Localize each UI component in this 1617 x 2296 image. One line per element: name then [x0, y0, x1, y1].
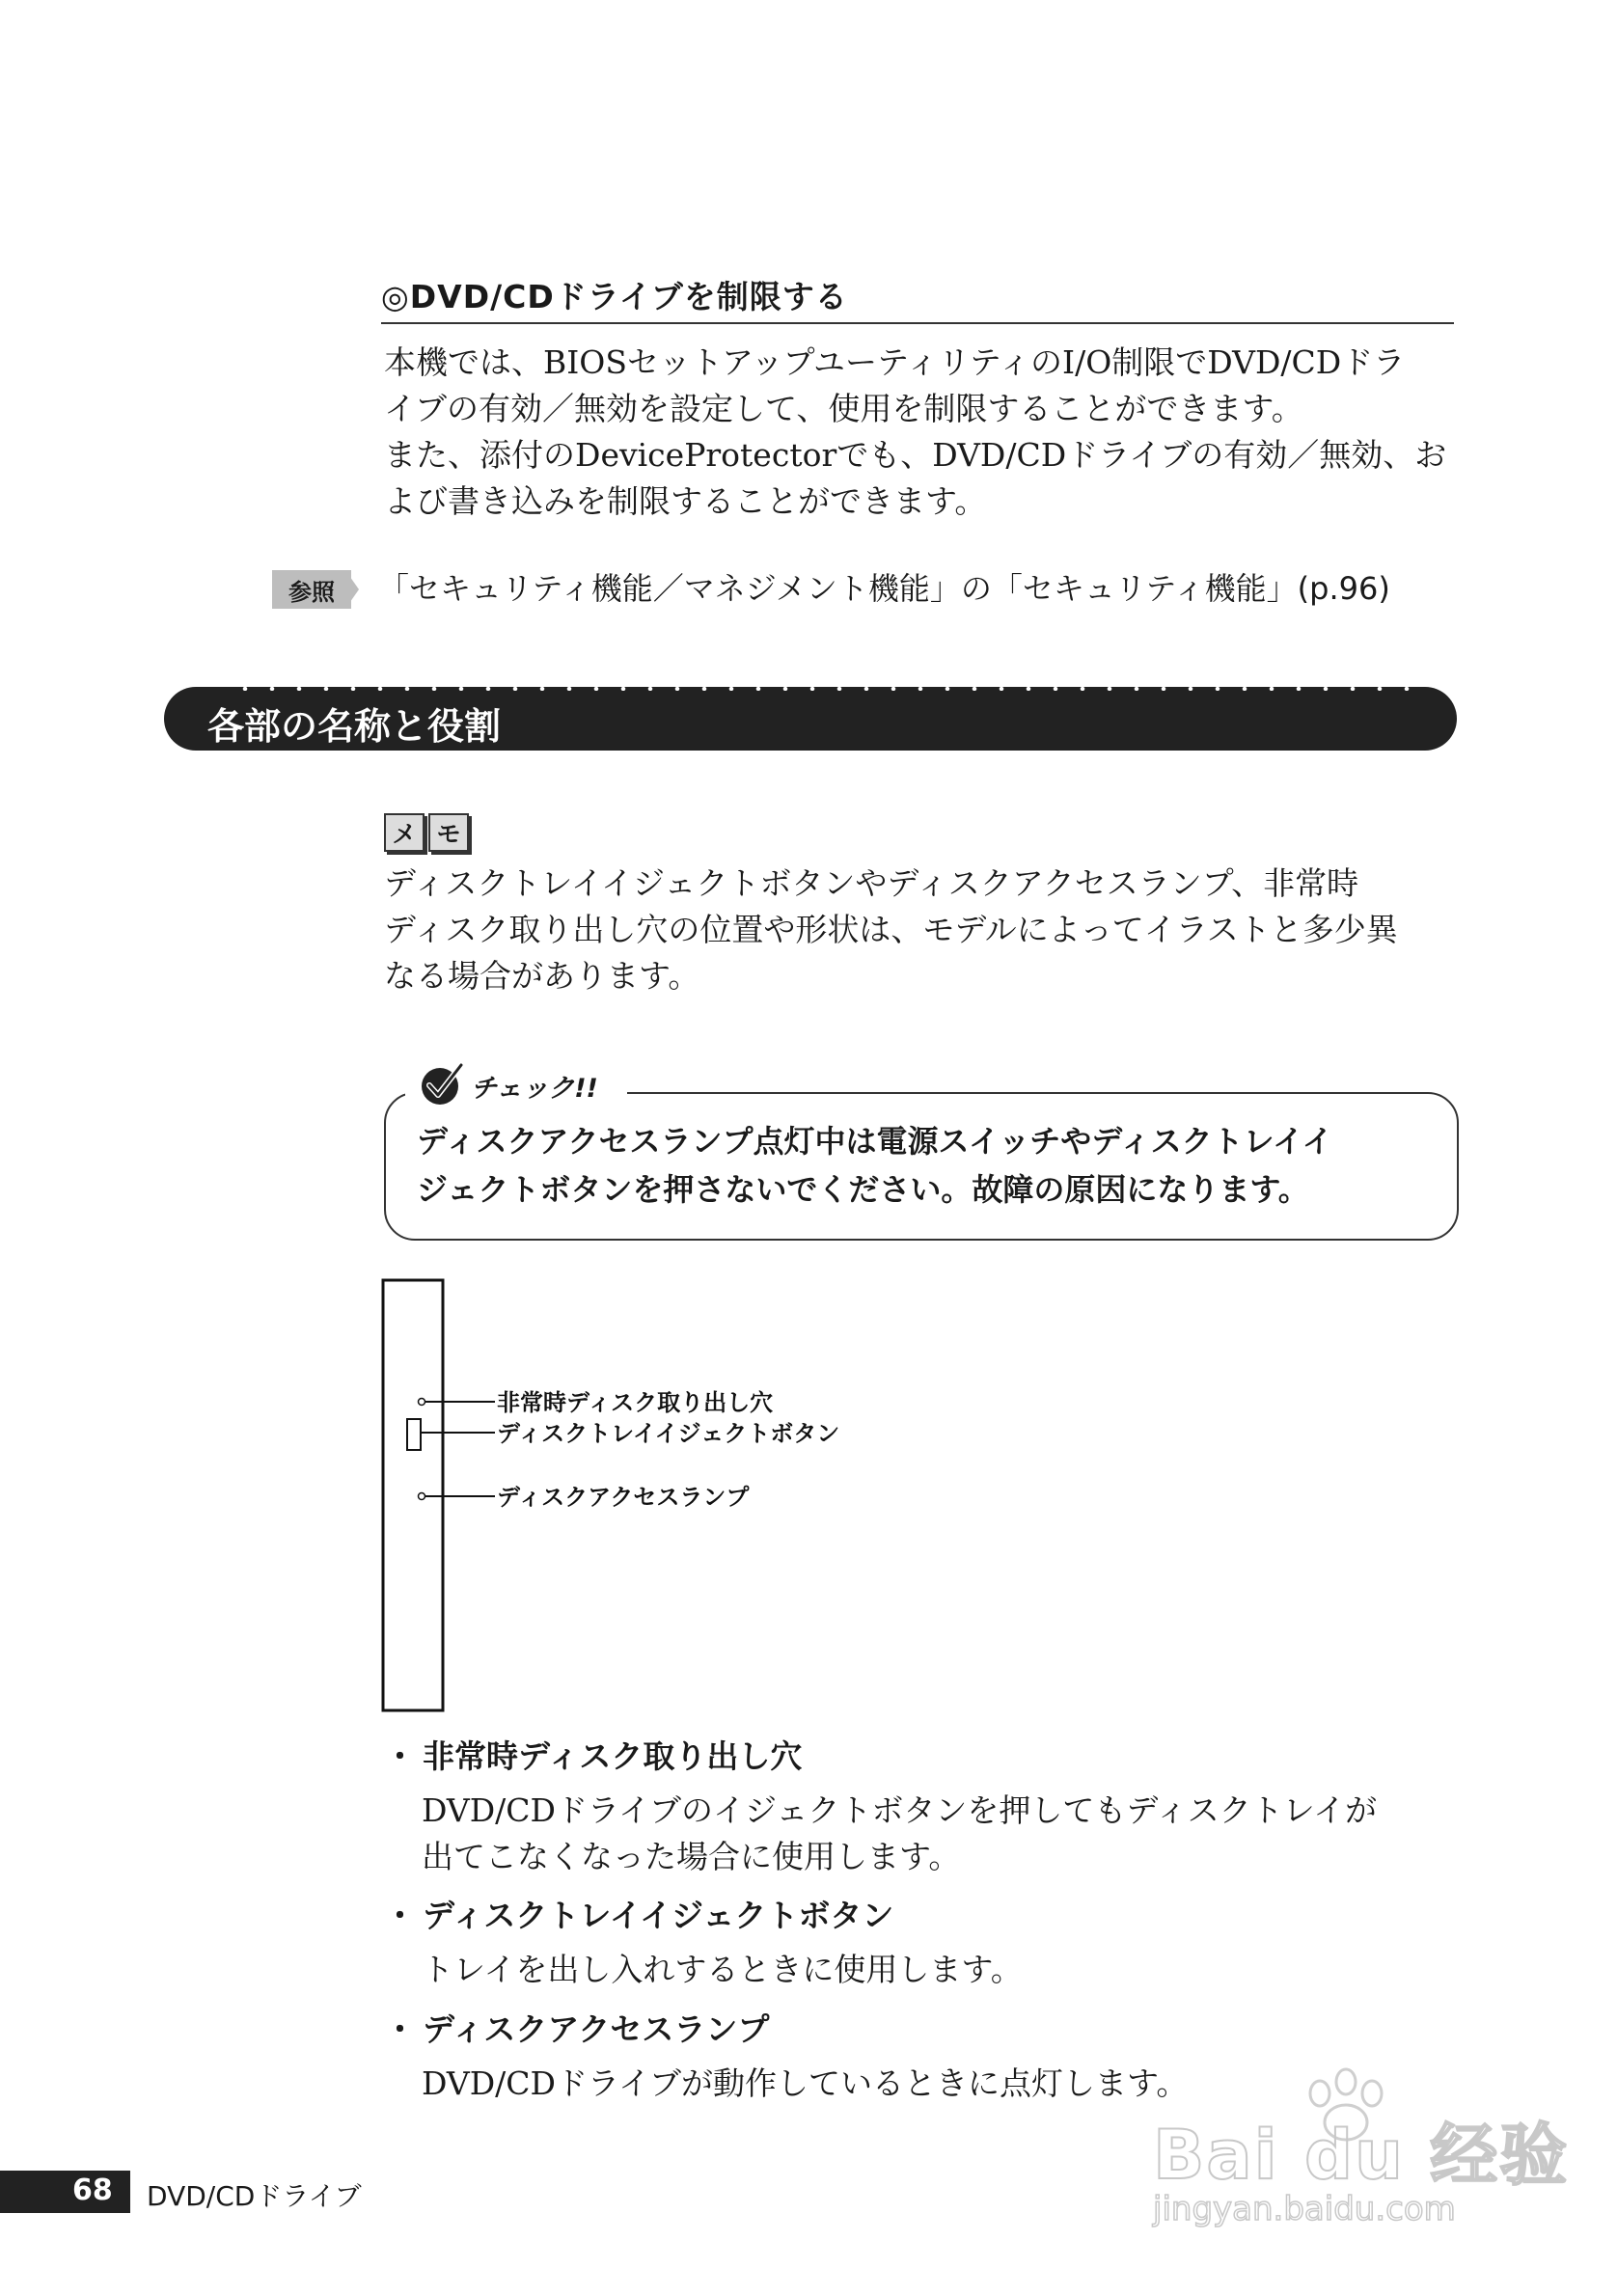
diagram-label: ディスクトレイイジェクトボタン: [497, 1420, 840, 1447]
body-line: イブの有効／無効を設定して、使用を制限することができます。: [384, 390, 1303, 427]
heading-dots: [232, 687, 1428, 691]
memo-line: ディスク取り出し穴の位置や形状は、モデルによってイラストと多少異: [384, 911, 1398, 948]
body-line: また、添付のDeviceProtectorでも、DVD/CDドライブの有効／無効、お: [384, 436, 1447, 474]
item-title: [384, 1891, 893, 1936]
item-title-text: ディスクトレイイジェクトボタン: [423, 1897, 894, 1934]
item-title-text: ディスクアクセスランプ: [423, 2010, 770, 2048]
item-desc-line: DVD/CDドライブのイジェクトボタンを押してもディスクトレイが: [422, 1791, 1378, 1829]
memo-body: [384, 861, 1457, 999]
body-line: よび書き込みを制限することができます。: [384, 482, 987, 520]
memo-badge: [384, 813, 469, 852]
reference-badge: 参照: [272, 570, 351, 609]
item-desc-line: 出てこなくなった場合に使用します。: [422, 1838, 961, 1875]
check-line: ジェクトボタンを押さないでください。故障の原因になります。: [417, 1171, 1309, 1208]
item-desc-line: DVD/CDドライブが動作しているときに点灯します。: [422, 2064, 1189, 2102]
drive-diagram: [381, 1278, 883, 1722]
emergency-hole-icon: [419, 1399, 425, 1406]
section-title: ◎DVD/CDドライブを制限する: [381, 278, 848, 315]
diagram-label: 非常時ディスク取り出し穴: [497, 1389, 774, 1416]
check-line: ディスクアクセスランプ点灯中は電源スイッチやディスクトレイイ: [417, 1123, 1333, 1160]
reference-arrow-icon: [345, 570, 359, 609]
watermark-text: Bai du 经验: [1153, 2116, 1570, 2195]
memo-badge-char: モ: [428, 813, 469, 852]
page-number: 68: [72, 2173, 113, 2207]
item-desc: [422, 1947, 1459, 1993]
item-title: [384, 2005, 769, 2050]
section-rule: [381, 322, 1454, 324]
bullet-icon: ・: [384, 1897, 416, 1934]
footer-title: DVD/CDドライブ: [147, 2180, 362, 2212]
item-desc-line: トレイを出し入れするときに使用します。: [422, 1951, 1023, 1988]
check-text: [417, 1117, 1439, 1214]
bullet-icon: ・: [384, 2010, 416, 2048]
section-body: [384, 340, 1457, 525]
watermark-url: jingyan.baidu.com: [1153, 2190, 1456, 2228]
memo-line: なる場合があります。: [384, 957, 700, 995]
chapter-heading: 各部の名称と役割: [207, 705, 502, 748]
body-line: 本機では、BIOSセットアップユーティリティのI/O制限でDVD/CDドラ: [384, 343, 1406, 381]
checkmark-icon: [417, 1059, 467, 1109]
item-title-text: 非常時ディスク取り出し穴: [423, 1737, 803, 1775]
reference-link[interactable]: 「セキュリティ機能／マネジメント機能」の「セキュリティ機能」(p.96): [378, 570, 1390, 607]
access-lamp-icon: [419, 1493, 425, 1500]
diagram-label: ディスクアクセスランプ: [497, 1484, 750, 1511]
check-label: チェック!!: [471, 1074, 598, 1104]
bullet-icon: ・: [384, 1737, 416, 1775]
item-desc: [422, 1788, 1459, 1880]
eject-button-icon: [407, 1419, 421, 1450]
memo-line: ディスクトレイイジェクトボタンやディスクアクセスランプ、非常時: [384, 864, 1359, 902]
memo-badge-char: メ: [384, 813, 425, 852]
item-title: [384, 1732, 802, 1777]
